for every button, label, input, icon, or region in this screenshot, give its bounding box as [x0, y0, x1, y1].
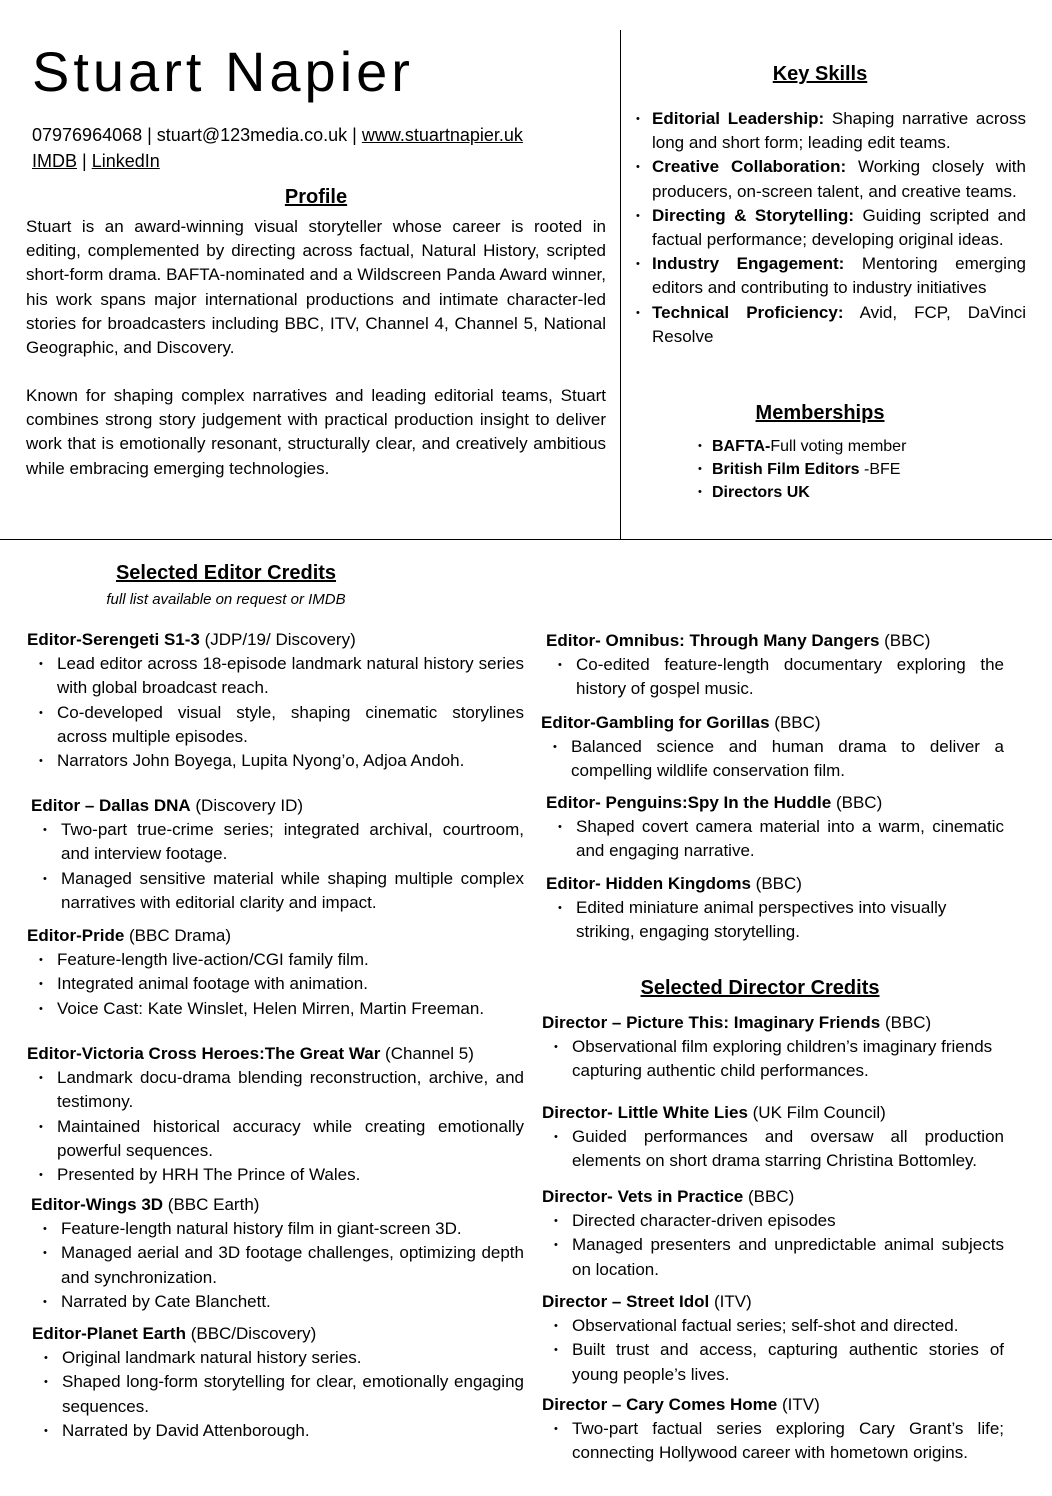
credit-block: [542, 1393, 1004, 1466]
credit-heading: Director – Street Idol (ITV): [542, 1292, 752, 1311]
credit-block: [542, 1290, 1004, 1387]
credit-block: [27, 1042, 524, 1187]
credit-heading: Editor- Penguins:Spy In the Huddle (BBC): [546, 793, 883, 812]
key-skills-title: Key Skills: [772, 63, 868, 85]
credit-heading: Editor-Planet Earth (BBC/Discovery): [32, 1324, 317, 1343]
credit-block: [542, 1185, 1004, 1282]
credit-heading: Editor-Gambling for Gorillas (BBC): [541, 713, 821, 732]
credit-block: [541, 711, 1004, 784]
credit-block: [31, 1193, 524, 1314]
credit-block: [32, 1322, 524, 1443]
website-link[interactable]: www.stuartnapier.uk: [361, 125, 523, 145]
membership-item: • British Film Editors -BFE: [694, 458, 1024, 481]
credit-bullet: • Integrated animal footage with animation.: [27, 972, 524, 996]
credit-heading: Editor-Pride (BBC Drama): [27, 926, 232, 945]
link-separator: |: [77, 151, 92, 171]
credit-bullet: • Balanced science and human drama to deliver a compelling wildlife conservation film.: [541, 735, 1004, 783]
imdb-link[interactable]: IMDB: [32, 151, 77, 171]
credit-bullet: • Managed sensitive material while shaping multiple complex narratives with editorial clarity and impact.: [31, 867, 524, 915]
profile-title: Profile: [284, 186, 348, 208]
resume-name: Stuart Napier: [32, 40, 414, 103]
credit-bullet: • Landmark docu-drama blending reconstruction, archive, and testimony.: [27, 1066, 524, 1114]
credit-bullet: • Shaped covert camera material into a warm, cinematic and engaging narrative.: [546, 815, 1004, 863]
phone-email: 07976964068 | stuart@123media.co.uk |: [32, 125, 362, 145]
credit-bullet: • Built trust and access, capturing authentic stories of young people’s lives.: [542, 1338, 1004, 1386]
credit-bullet: • Feature-length natural history film in giant-screen 3D.: [31, 1217, 524, 1241]
credit-bullet: • Guided performances and oversaw all production elements on short drama starring Christina Bottomley.: [542, 1125, 1004, 1173]
credit-bullet: • Presented by HRH The Prince of Wales.: [27, 1163, 524, 1187]
credit-bullet: • Maintained historical accuracy while creating emotionally powerful sequences.: [27, 1115, 524, 1163]
credit-bullet: • Observational film exploring children’s imaginary friends capturing authentic child performances.: [542, 1035, 1004, 1083]
credit-bullet: • Edited miniature animal perspectives into visually striking, engaging storytelling.: [546, 896, 1004, 944]
skill-item: • Technical Proficiency: Avid, FCP, DaVinci Resolve: [630, 301, 1026, 349]
credit-block: [31, 794, 524, 915]
credit-heading: Editor-Victoria Cross Heroes:The Great War (Channel 5): [27, 1044, 474, 1063]
credit-bullet: • Managed aerial and 3D footage challenges, optimizing depth and synchronization.: [31, 1241, 524, 1289]
credit-bullet: • Narrated by Cate Blanchett.: [31, 1290, 524, 1314]
credit-bullet: • Co-developed visual style, shaping cinematic storylines across multiple episodes.: [27, 701, 524, 749]
credit-block: [27, 628, 524, 773]
credit-bullet: • Lead editor across 18-episode landmark natural history series with global broadcast reach.: [27, 652, 524, 700]
membership-item: • Directors UK: [694, 481, 1024, 504]
credit-block: [542, 1011, 1004, 1084]
credit-bullet: • Voice Cast: Kate Winslet, Helen Mirren, Martin Freeman.: [27, 997, 524, 1021]
credit-bullet: • Feature-length live-action/CGI family film.: [27, 948, 524, 972]
credit-heading: Director – Cary Comes Home (ITV): [542, 1395, 820, 1414]
credit-block: [546, 791, 1004, 864]
credit-bullet: • Observational factual series; self-shot and directed.: [542, 1314, 1004, 1338]
credit-bullet: • Co-edited feature-length documentary exploring the history of gospel music.: [546, 653, 1004, 701]
credit-bullet: • Original landmark natural history series.: [32, 1346, 524, 1370]
credit-block: [542, 1101, 1004, 1174]
credit-heading: Editor- Hidden Kingdoms (BBC): [546, 874, 802, 893]
credit-heading: Editor-Wings 3D (BBC Earth): [31, 1195, 260, 1214]
memberships-title: Memberships: [755, 402, 885, 424]
contact-info: [32, 122, 612, 174]
linkedin-link[interactable]: LinkedIn: [91, 151, 160, 171]
director-credits-title: Selected Director Credits: [640, 977, 880, 999]
editor-credits-subtitle: full list available on request or IMDB: [106, 591, 346, 608]
credit-heading: Editor- Omnibus: Through Many Dangers (BBC): [546, 631, 931, 650]
credit-block: [27, 924, 524, 1021]
credit-heading: Editor – Dallas DNA (Discovery ID): [31, 796, 304, 815]
skill-item: • Editorial Leadership: Shaping narrative across long and short form; leading edit teams.: [630, 107, 1026, 155]
credit-bullet: • Narrators John Boyega, Lupita Nyong’o, Adjoa Andoh.: [27, 749, 524, 773]
membership-item: • BAFTA-Full voting member: [694, 435, 1024, 458]
credit-bullet: • Two-part factual series exploring Cary Grant’s life; connecting Hollywood career with hometown origins.: [542, 1417, 1004, 1465]
credit-heading: Director – Picture This: Imaginary Friends (BBC): [542, 1013, 932, 1032]
memberships-list: [694, 435, 1024, 504]
credit-block: [546, 872, 1004, 945]
credit-bullet: • Managed presenters and unpredictable animal subjects on location.: [542, 1233, 1004, 1281]
credit-bullet: • Directed character-driven episodes: [542, 1209, 1004, 1233]
credit-bullet: • Two-part true-crime series; integrated archival, courtroom, and interview footage.: [31, 818, 524, 866]
credit-heading: Director- Little White Lies (UK Film Council): [542, 1103, 886, 1122]
skill-item: • Creative Collaboration: Working closely with producers, on-screen talent, and creative teams.: [630, 155, 1026, 203]
section-divider: [0, 539, 1052, 540]
skill-item: • Industry Engagement: Mentoring emerging editors and contributing to industry initiatives: [630, 252, 1026, 300]
profile-paragraph-2: Known for shaping complex narratives and leading editorial teams, Stuart combines strong story judgement with practical production insight to deliver work that is emotionally resonant, structurally clear, and creatively ambitious while embracing emerging technologies.: [26, 386, 606, 478]
credit-block: [546, 629, 1004, 702]
column-divider: [620, 30, 621, 540]
profile-paragraph-1: Stuart is an award-winning visual storyteller whose career is rooted in editing, complemented by directing across factual, Natural History, scripted short-form drama. BAFTA-nominated and a Wildscreen Panda Award winner, his work spans major international productions and intimate character-led stories for broadcasters including BBC, ITV, Channel 4, Channel 5, National Geographic, and Discovery.: [26, 217, 606, 358]
editor-credits-title: Selected Editor Credits: [115, 562, 337, 584]
skill-item: • Directing & Storytelling: Guiding scripted and factual performance; developing original ideas.: [630, 204, 1026, 252]
credit-heading: Director- Vets in Practice (BBC): [542, 1187, 795, 1206]
credit-bullet: • Shaped long-form storytelling for clear, emotionally engaging sequences.: [32, 1370, 524, 1418]
credit-heading: Editor-Serengeti S1-3 (JDP/19/ Discovery): [27, 630, 356, 649]
credit-bullet: • Narrated by David Attenborough.: [32, 1419, 524, 1443]
key-skills-list: [630, 107, 1026, 349]
